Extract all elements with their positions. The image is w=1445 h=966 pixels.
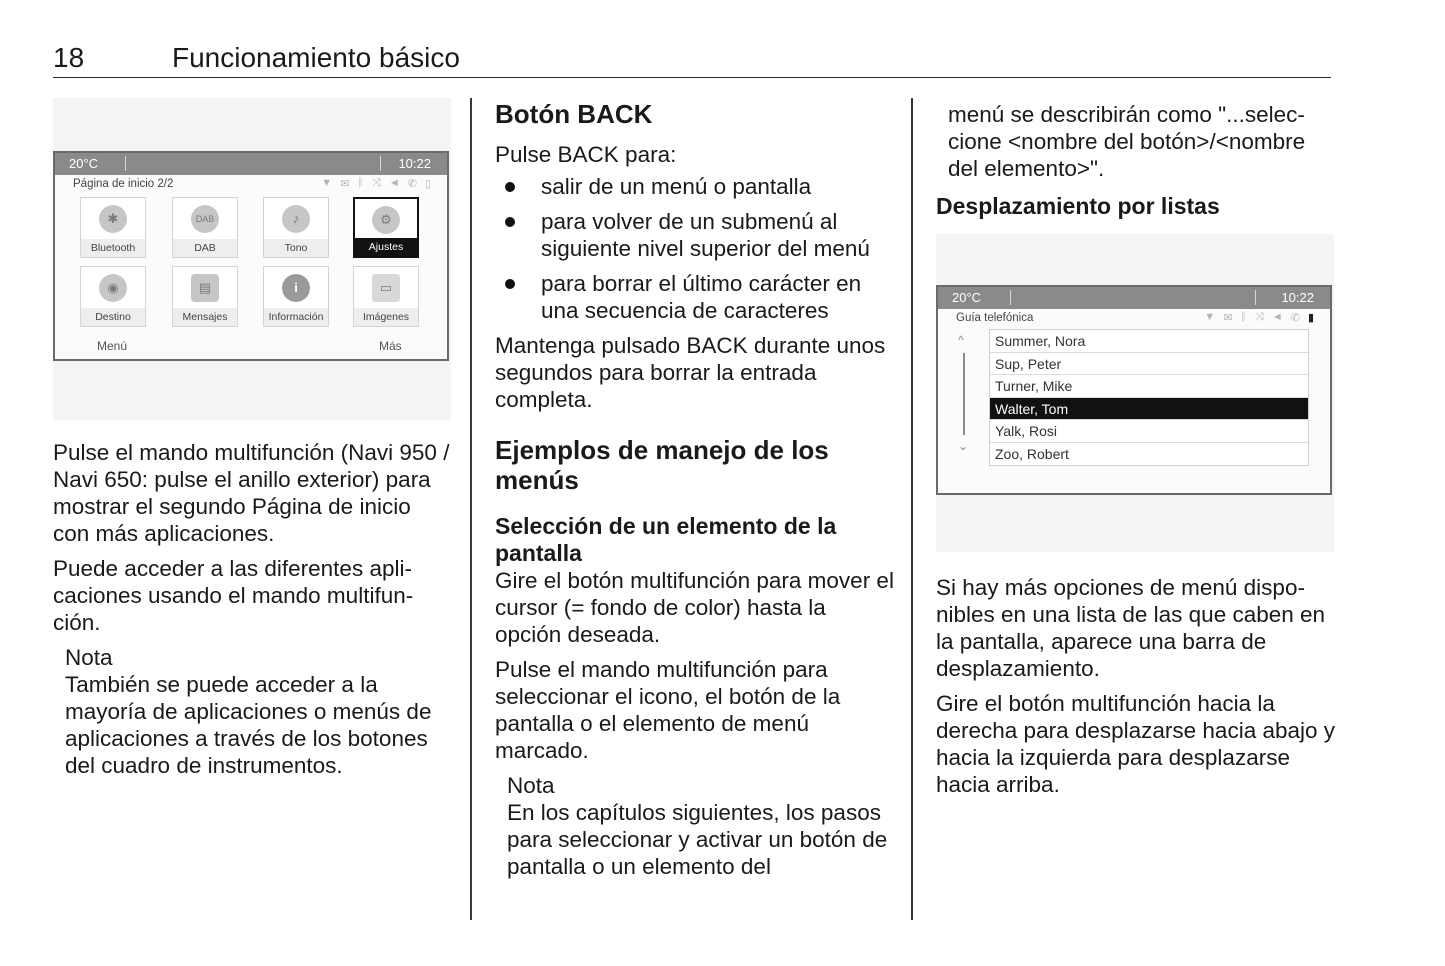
list-item[interactable]: Yalk, Rosi — [990, 420, 1308, 443]
menu-softkey[interactable]: Menú — [97, 339, 128, 353]
pictures-icon: ▭ — [372, 274, 400, 302]
tile-imagenes[interactable] — [353, 266, 419, 327]
tile-label: Bluetooth — [81, 239, 145, 257]
list-item: para volver de un submenú al siguiente nivel superior del menú — [495, 208, 895, 262]
note-title: Nota — [65, 645, 113, 670]
page-title: Funcionamiento básico — [172, 42, 460, 73]
paragraph: Si hay más opciones de menú disponibles en una lista de las que caben en la pantalla, aparece una barra de desplazamiento. — [936, 575, 1326, 681]
note-box — [495, 772, 895, 880]
mute-icon: ◄ — [1271, 311, 1283, 323]
screen-subtitle-bar — [938, 309, 1330, 329]
destination-globe-icon: ◉ — [99, 274, 127, 302]
status-separator — [1010, 290, 1011, 305]
paragraph: Gire el botón multifunción hacia la derecha para desplazarse hacia abajo y hacia la izquierda para desplazarse hacia arriba. — [936, 691, 1336, 797]
status-separator — [125, 156, 126, 171]
status-separator — [380, 156, 381, 171]
list-item-selected[interactable]: Walter, Tom — [990, 398, 1308, 421]
status-separator — [1255, 290, 1256, 305]
note-box — [53, 644, 453, 779]
tile-label: DAB — [173, 239, 237, 257]
sub-heading: Selección de un elemento de la pantalla — [495, 513, 837, 566]
section-heading: Ejemplos de manejo de los menús — [495, 435, 829, 495]
list-item[interactable]: Summer, Nora — [990, 330, 1308, 353]
screen-title: Página de inicio 2/2 — [73, 178, 174, 190]
list-item[interactable]: Sup, Peter — [990, 353, 1308, 376]
tile-dab[interactable] — [172, 197, 238, 258]
bluetooth-icon: ✱ — [99, 205, 127, 233]
note-body: También se puede acceder a la mayoría de aplicaciones o menús de aplicaciones a través de los botones del cuadro de instrumentos. — [65, 672, 432, 778]
bullet-icon — [505, 182, 515, 192]
note-title: Nota — [507, 773, 555, 798]
tile-tono[interactable] — [263, 197, 329, 258]
shuffle-icon: ⤨ — [372, 177, 381, 189]
list-item[interactable]: Turner, Mike — [990, 375, 1308, 398]
phone-icon: ✆ — [407, 178, 417, 190]
bullet-icon — [505, 217, 515, 227]
home-screen-figure — [53, 98, 451, 420]
tile-label: Imágenes — [354, 308, 418, 326]
clock: 10:22 — [398, 156, 431, 171]
infotainment-screen — [936, 285, 1332, 495]
tile-label: Mensajes — [173, 308, 237, 326]
paragraph: Puede acceder a las diferentes aplicaciones usando el mando multifunción. — [53, 556, 414, 635]
scroll-up-arrow-icon[interactable]: ^ — [958, 333, 964, 347]
screen-title: Guía telefónica — [956, 312, 1034, 324]
tile-bluetooth[interactable] — [80, 197, 146, 258]
screen-subtitle-bar — [55, 175, 447, 195]
column-1 — [53, 98, 453, 779]
paragraph: Pulse el mando multifunción (Navi 950 / Navi 650: pulse el anillo exterior) para mostrar el segundo Página de inicio con más aplicaciones. — [53, 440, 450, 546]
bluetooth-audio-icon: ᛒ — [357, 177, 365, 189]
paragraph: Gire el botón multifunción para mover el cursor (= fondo de color) hasta la opción deseada. — [495, 568, 894, 647]
paragraph: Pulse el mando multifunción para seleccionar el icono, el botón de la pantalla o el elemento de menú marcado. — [495, 657, 841, 763]
section-heading: Botón BACK — [495, 99, 653, 129]
tile-label: Ajustes — [355, 238, 417, 256]
infotainment-screen — [53, 151, 449, 361]
scrollbar-track[interactable] — [963, 353, 965, 435]
tile-informacion[interactable] — [263, 266, 329, 327]
note-body: En los capítulos siguientes, los pasos para seleccionar y activar un botón de pantalla o un elemento del — [507, 800, 888, 879]
tile-ajustes[interactable] — [353, 197, 419, 258]
status-bar — [938, 287, 1330, 309]
column-divider — [470, 98, 472, 920]
settings-gears-icon: ⚙ — [372, 206, 400, 234]
mute-icon: ◄ — [388, 177, 400, 189]
messages-icon: ▤ — [191, 274, 219, 302]
column-3 — [936, 98, 1336, 798]
tone-settings-icon: ♪ — [282, 205, 310, 233]
signal-icon: ▼ — [1204, 311, 1216, 323]
bullet-list — [495, 173, 895, 324]
phone-icon: ✆ — [1290, 312, 1300, 324]
list-item: para borrar el último carácter en una secuencia de caracteres — [495, 270, 895, 324]
column-divider — [911, 98, 913, 920]
paragraph: Pulse BACK para: — [495, 142, 677, 167]
temperature: 20°C — [69, 156, 99, 171]
phonebook-figure — [936, 234, 1334, 552]
more-softkey[interactable]: Más — [379, 339, 402, 353]
page-header — [53, 40, 1331, 78]
column-2 — [495, 98, 895, 880]
tile-label: Destino — [81, 308, 145, 326]
message-icon: ✉ — [340, 178, 350, 190]
status-bar — [55, 153, 447, 175]
temperature: 20°C — [952, 290, 982, 305]
info-icon: i — [282, 274, 310, 302]
battery-icon: ▯ — [424, 178, 431, 190]
signal-icon: ▼ — [321, 177, 333, 189]
paragraph: Mantenga pulsado BACK durante unos segundos para borrar la entrada completa. — [495, 333, 886, 412]
clock: 10:22 — [1281, 290, 1314, 305]
contact-list — [989, 329, 1309, 466]
bluetooth-audio-icon: ᛒ — [1240, 311, 1248, 323]
list-item: salir de un menú o pantalla — [495, 173, 895, 200]
paragraph-continued: menú se describirán como "...seleccione <nombre del botón>/<nombre del elemento>". — [948, 102, 1306, 181]
page-number: 18 — [53, 42, 85, 73]
list-item[interactable]: Zoo, Robert — [995, 445, 1069, 462]
tile-label: Información — [264, 308, 328, 326]
tile-label: Tono — [264, 239, 328, 257]
status-icons — [321, 177, 431, 190]
shuffle-icon: ⤨ — [1255, 311, 1264, 323]
tile-mensajes[interactable] — [172, 266, 238, 327]
sub-heading: Desplazamiento por listas — [936, 193, 1220, 219]
battery-icon: ▮ — [1307, 312, 1314, 324]
message-icon: ✉ — [1223, 312, 1233, 324]
tile-destino[interactable] — [80, 266, 146, 327]
dab-radio-icon: DAB — [191, 205, 219, 233]
status-icons — [1204, 311, 1314, 324]
bullet-icon — [505, 279, 515, 289]
scroll-down-arrow-icon[interactable]: ⌄ — [958, 439, 969, 453]
